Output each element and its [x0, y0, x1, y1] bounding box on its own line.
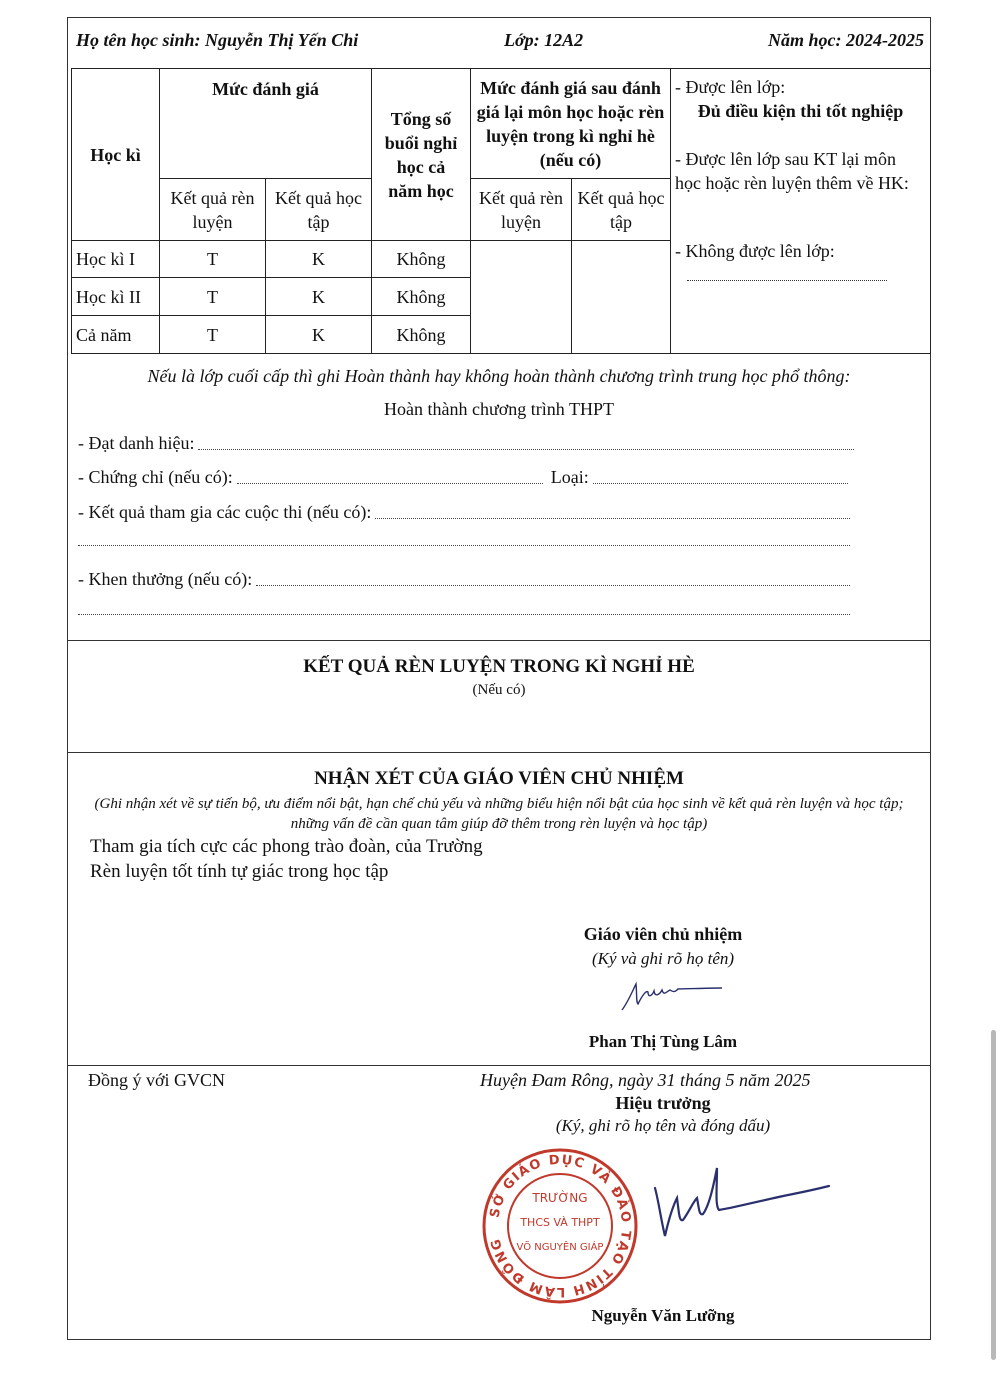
principal-name: Nguyễn Văn Lưỡng	[591, 1306, 735, 1325]
row-training: T	[160, 316, 266, 354]
teacher-role: Giáo viên chủ nhiệm	[583, 924, 743, 944]
contest-label: - Kết quả tham gia các cuộc thi (nếu có):	[78, 502, 372, 522]
principal-sign-note: (Ký, ghi rõ họ tên và đóng dấu)	[555, 1116, 771, 1135]
col-re-training-header: Kết quả rèn luyện	[471, 179, 572, 241]
row-study: K	[266, 241, 372, 278]
comment-line-2: Rèn luyện tốt tính tự giác trong học tập	[90, 861, 389, 882]
stamp-line-2: THCS VÀ THPT	[520, 1216, 600, 1229]
col-reassess-header: Mức đánh giá sau đánh giá lại môn học hoặc rèn luyện trong kì nghỉ hè (nếu có)	[471, 69, 671, 179]
promoted-value: Đủ điều kiện thi tốt nghiệp	[697, 101, 904, 121]
title-label: - Đạt danh hiệu:	[78, 433, 195, 453]
principal-role: Hiệu trưởng	[615, 1093, 711, 1113]
col-re-study-header: Kết quả học tập	[572, 179, 671, 241]
col-absent-header: Tổng số buổi nghỉ học cả năm học	[372, 69, 471, 241]
row-term: Học kì I	[72, 241, 160, 278]
contest-dotline	[78, 545, 850, 546]
agree-text: Đồng ý với GVCN	[88, 1070, 226, 1090]
certificate-label: - Chứng chỉ (nếu có):	[78, 467, 233, 487]
col-study-header: Kết quả học tập	[266, 179, 372, 241]
row-term: Cả năm	[72, 316, 160, 354]
teacher-name: Phan Thị Tùng Lâm	[588, 1032, 738, 1051]
school-stamp-icon	[480, 1146, 640, 1306]
divider	[68, 1065, 930, 1066]
comment-instruction: (Ghi nhận xét về sự tiến bộ, ưu điểm nổi bật, hạn chế chủ yếu và những biểu hiện nổi bật của học sinh về kết quả rèn luyện và học tập; những vấn đề cần quan tâm giúp đỡ thêm trong rèn luyện và học tập)	[94, 796, 904, 832]
title-field	[78, 433, 854, 454]
row-training: T	[160, 241, 266, 278]
row-absent: Không	[372, 278, 471, 316]
award-dotline	[78, 614, 850, 615]
stamp-line-1: TRƯỜNG	[532, 1191, 588, 1205]
divider	[68, 752, 930, 753]
promoted-label: - Được lên lớp:	[675, 77, 786, 97]
school-year: Năm học: 2024-2025	[768, 30, 924, 50]
col-assessment-header: Mức đánh giá	[160, 69, 372, 179]
stamp-ring-text: SỞ GIÁO DỤC VÀ ĐÀO TẠO TỈNH LÂM ĐỒNG	[487, 1152, 634, 1300]
promotion-cell	[671, 69, 931, 354]
student-name: Họ tên học sinh: Nguyễn Thị Yến Chi	[76, 30, 359, 50]
grade-table	[71, 68, 931, 354]
not-promoted-dotline	[687, 272, 887, 281]
teacher-sign-note: (Ký và ghi rõ họ tên)	[591, 949, 735, 968]
date-place: Huyện Đam Rông, ngày 31 tháng 5 năm 2025	[480, 1070, 811, 1090]
col-semester-header: Học kì	[72, 69, 160, 241]
row-study: K	[266, 316, 372, 354]
completion-value: Hoàn thành chương trình THPT	[384, 399, 614, 419]
row-absent: Không	[372, 316, 471, 354]
principal-signature-icon	[643, 1158, 843, 1258]
certificate-field	[78, 467, 848, 488]
type-label: Loại:	[550, 467, 589, 487]
teacher-signature-icon	[618, 976, 728, 1016]
re-study-cell	[572, 241, 671, 354]
award-field	[78, 569, 850, 590]
row-term: Học kì II	[72, 278, 160, 316]
class-label: Lớp: 12A2	[504, 30, 584, 50]
scrollbar[interactable]	[991, 1030, 996, 1360]
comment-title: NHẬN XÉT CỦA GIÁO VIÊN CHỦ NHIỆM	[314, 768, 684, 789]
summer-title: KẾT QUẢ RÈN LUYỆN TRONG KÌ NGHỈ HÈ	[303, 656, 695, 677]
not-promoted-label: - Không được lên lớp:	[675, 241, 835, 261]
re-training-cell	[471, 241, 572, 354]
row-training: T	[160, 278, 266, 316]
comment-line-1: Tham gia tích cực các phong trào đoàn, của Trường	[90, 836, 483, 857]
report-page	[67, 17, 931, 1340]
award-label: - Khen thưởng (nếu có):	[78, 569, 253, 589]
row-absent: Không	[372, 241, 471, 278]
contest-field	[78, 502, 850, 523]
completion-note: Nếu là lớp cuối cấp thì ghi Hoàn thành hay không hoàn thành chương trình trung học phổ thông:	[147, 366, 851, 386]
col-training-header: Kết quả rèn luyện	[160, 179, 266, 241]
stamp-line-3: VÕ NGUYÊN GIÁP	[516, 1242, 604, 1253]
row-study: K	[266, 278, 372, 316]
promoted-after-label: - Được lên lớp sau KT lại môn học hoặc rèn luyện thêm về HK:	[675, 149, 909, 193]
summer-subtitle: (Nếu có)	[472, 682, 526, 698]
divider	[68, 640, 930, 641]
